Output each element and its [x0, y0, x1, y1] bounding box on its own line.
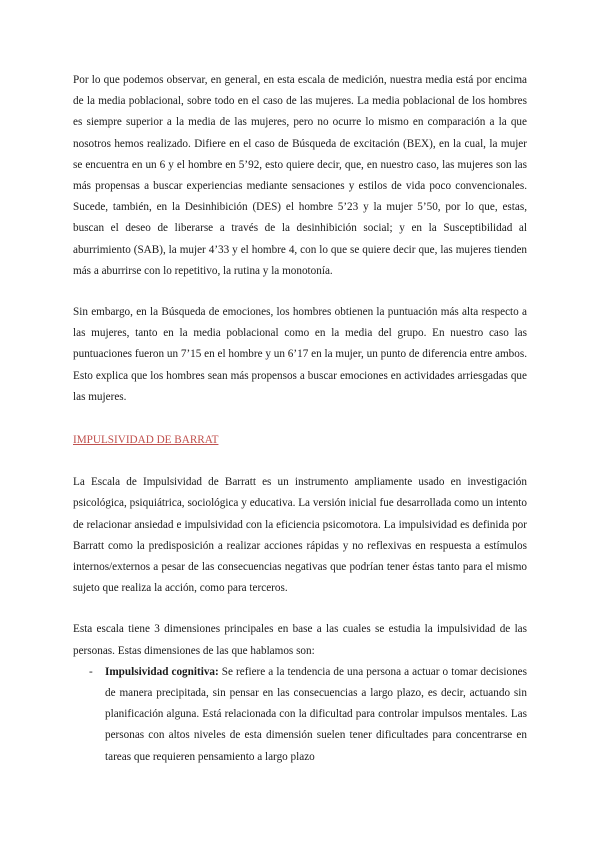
dimensions-list [73, 662, 527, 768]
list-bullet: - [89, 665, 93, 678]
list-item-term: Impulsividad cognitiva: [105, 665, 219, 678]
paragraph-barratt-intro: La Escala de Impulsividad de Barratt es un instrumento ampliamente usado en investigación psicológica, psiquiátrica, sociológica y educativa. La versión inicial fue desarrollada como un intento de relacionar ansiedad e impulsividad con la eficiencia psicomotora. La impulsividad es definida por Barratt como la predisposición a realizar acciones rápidas y no reflexivas en respuesta a estímulos internos/externos a pesar de las consecuencias negativas que podrían tener éstas tanto para el mismo sujeto que realiza la acción, como para terceros. [73, 476, 527, 595]
paragraph-emotion-seeking: Sin embargo, en la Búsqueda de emociones, los hombres obtienen la puntuación más alta respecto a las mujeres, tanto en la media poblacional como en la media del grupo. En nuestro caso las puntuaciones fueron un 7’15 en el hombre y un 6’17 en la mujer, un punto de diferencia entre ambos. Esto explica que los hombres sean más propensos a buscar emociones en actividades arriesgadas que las mujeres. [73, 306, 527, 403]
section-heading: IMPULSIVIDAD DE BARRAT [73, 434, 219, 447]
list-item [73, 662, 527, 768]
list-item-text: Se refiere a la tendencia de una persona a actuar o tomar decisiones de manera precipitada, sin pensar en las consecuencias a largo plazo, es decir, actuando sin planificación alguna. Está relacionada con la dificultad para controlar impulsos mentales. Las personas con altos niveles de esta dimensión suelen tener dificultades para concentrarse en tareas que requieren pensamiento a largo plazo [105, 665, 527, 763]
paragraph-results-summary: Por lo que podemos observar, en general, en esta escala de medición, nuestra media está por encima de la media poblacional, sobre todo en el caso de las mujeres. La media poblacional de los hombres es siempre superior a la media de las mujeres, pero no ocurre lo mismo en comparación a la que nosotros hemos realizado. Difiere en el caso de Búsqueda de excitación (BEX), en la cual, la mujer se encuentra en un 6 y el hombre en 5’92, esto quiere decir, que, en nuestro caso, las mujeres son las más propensas a buscar experiencias mediante sensaciones y estilos de vida poco convencionales. Sucede, también, en la Desinhibición (DES) el hombre 5’23 y la mujer 5’50, por lo que, estas, buscan el deseo de liberarse a través de la desinhibición social; y en la Susceptibilidad al aburrimiento (SAB), la mujer 4’33 y el hombre 4, con lo que se quiere decir que, las mujeres tienden más a aburrirse con lo repetitivo, la rutina y la monotonía. [73, 74, 527, 277]
document-body [73, 70, 527, 768]
paragraph-dimensions-intro: Esta escala tiene 3 dimensiones principales en base a las cuales se estudia la impulsividad de las personas. Estas dimensiones de las que hablamos son: [73, 623, 527, 657]
